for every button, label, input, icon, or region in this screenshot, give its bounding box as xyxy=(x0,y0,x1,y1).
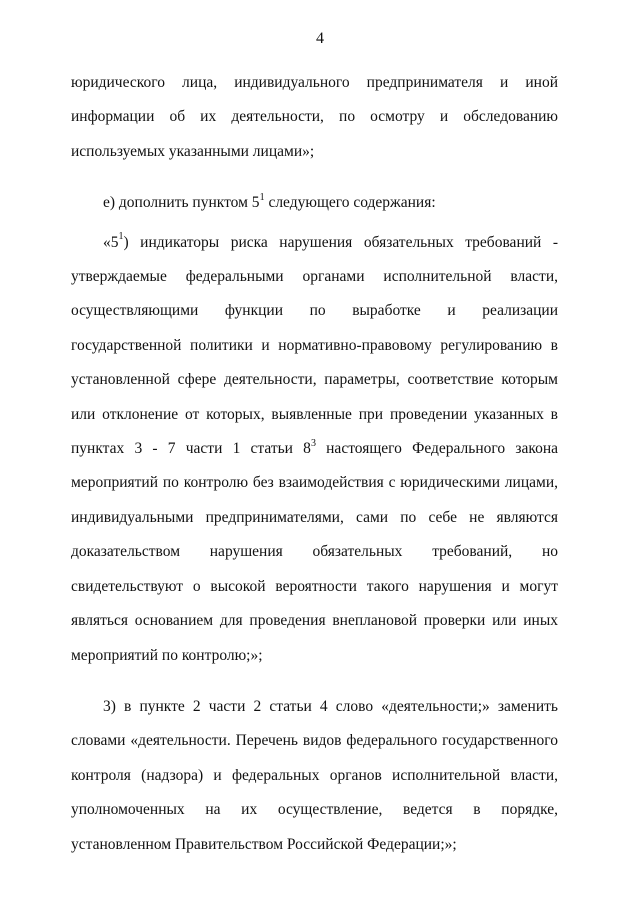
paragraph-item-e xyxy=(71,186,558,220)
item-e-text-start: е) дополнить пунктом 5 xyxy=(103,194,260,212)
paragraph-continuation: юридического лица, индивидуального предпринимателя и иной информации об их деятельности, по осмотру и обследованию используемых указанными лицами»; xyxy=(71,74,558,160)
risk-indicators-text: ) индикаторы риска нарушения обязательных требований - утверждаемые федеральными органами исполнительной власти, осуществляющими функции по выработке и реализации государственной политики и нормативно-правовому регулированию в установленной сфере деятельности, параметры, соответствие которым или отклонение от которых, выявленные при проведении указанных в пунктах 3 - 7 части 1 статьи 8 xyxy=(71,233,558,458)
item-e-superscript: 1 xyxy=(259,192,265,204)
risk-indicators-text-end: настоящего Федерального закона мероприятий по контролю без взаимодействия с юридическими лицами, индивидуальными предпринимателями, сами по себе не являются доказательством нарушения обязательных требований, но свидетельствуют о высокой вероятности такого нарушения и могут являться основанием для проведения внеплановой проверки или иных мероприятий по контролю;»; xyxy=(71,440,558,664)
item-e-text-end: следующего содержания: xyxy=(264,194,436,212)
paragraph-item-3: 3) в пункте 2 части 2 статьи 4 слово «деятельности;» заменить словами «деятельности. Перечень видов федерального государственного контроля (надзора) и федеральных органов исполнительной власти, уполномоченных на их осуществление, ведется в порядке, установленном Правительством Российской Федерации;»; xyxy=(71,697,558,853)
paragraph-risk-indicators xyxy=(71,226,558,673)
risk-indicators-superscript-2: 3 xyxy=(310,437,316,449)
risk-indicators-superscript-1: 1 xyxy=(118,231,124,243)
page-number: 4 xyxy=(316,30,324,47)
document-body xyxy=(71,66,558,862)
risk-indicators-open: «5 xyxy=(103,233,119,251)
